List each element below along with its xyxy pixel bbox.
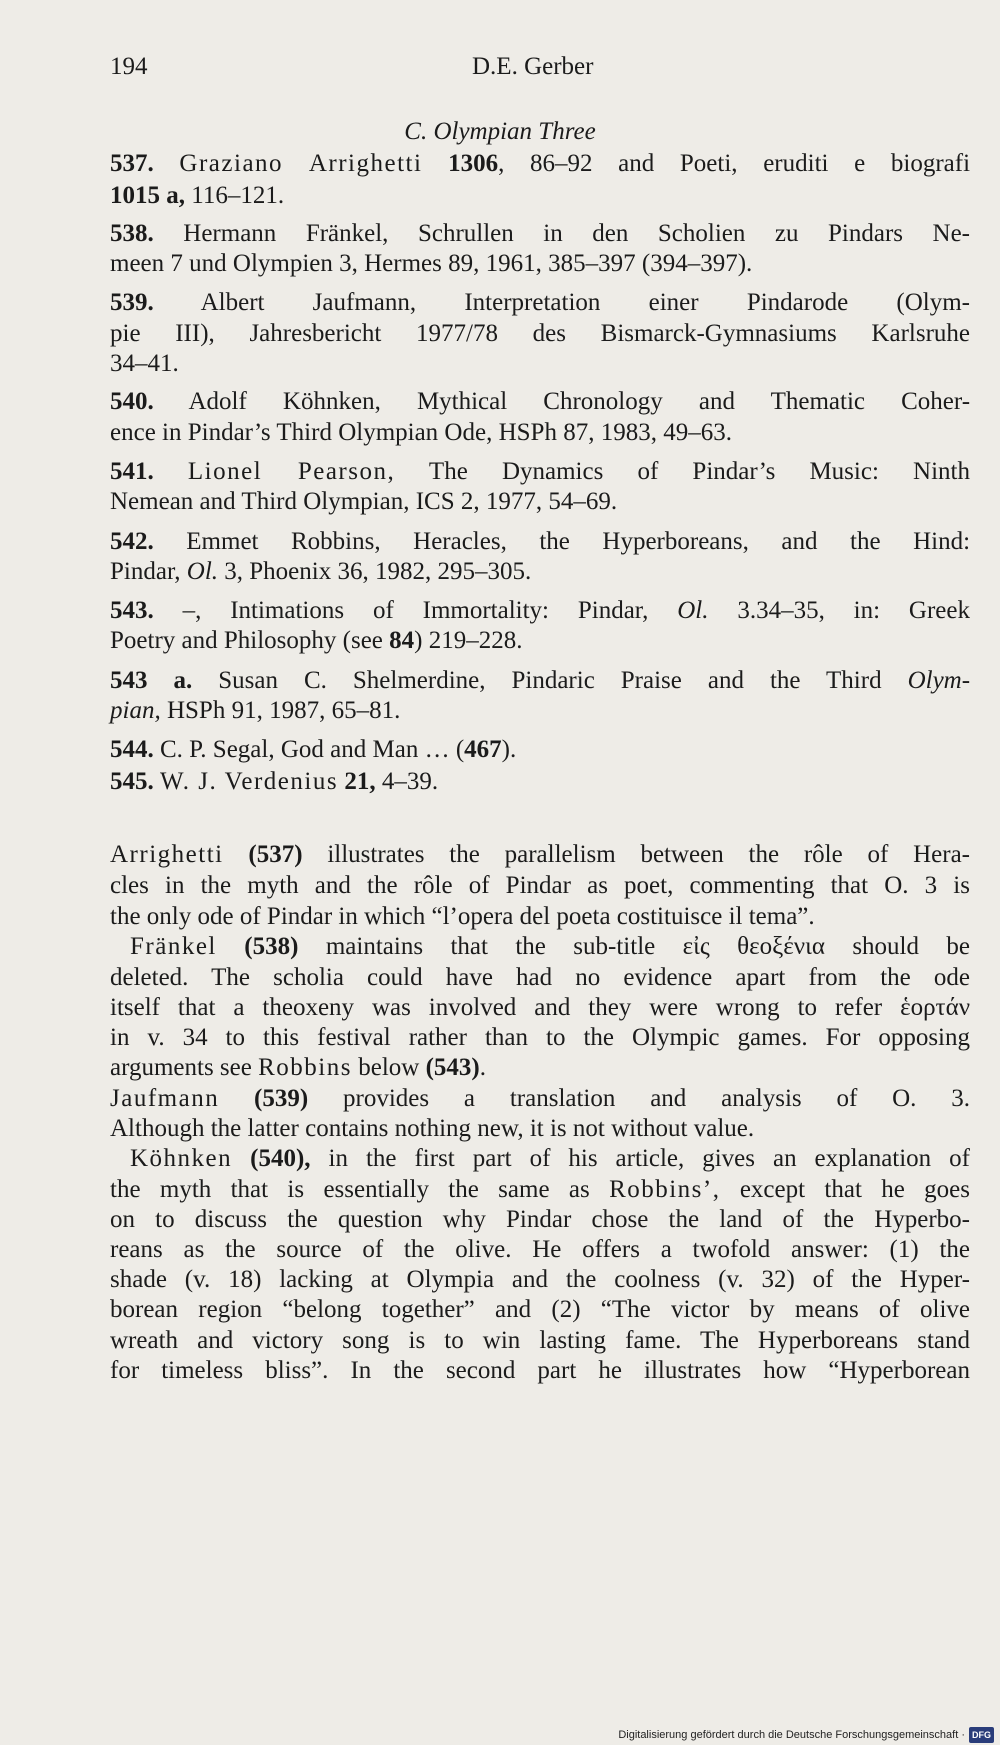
- entry-538-line1: 538. Hermann Fränkel, Schrullen in den Scholien zu Pindars Ne-: [110, 220, 971, 247]
- entry-543a-line2: pian, HSPh 91, 1987, 65–81.: [110, 697, 401, 724]
- para-frankel-line2: deleted. The scholia could have had no evidence apart from the ode: [110, 964, 970, 991]
- entry-541-line2: Nemean and Third Olympian, ICS 2, 1977, 54–69.: [110, 488, 618, 515]
- entry-543-line2: Poetry and Philosophy (see 84) 219–228.: [110, 627, 523, 654]
- entry-541-line1: 541. Lionel Pearson, The Dynamics of Pindar’s Music: Ninth: [110, 458, 970, 485]
- para-kohnken-line2: the myth that is essentially the same as Robbins’, except that he goes: [110, 1176, 970, 1203]
- entry-539-line2: pie III), Jahresbericht 1977/78 des Bismarck-Gymnasiums Karlsruhe: [110, 320, 970, 347]
- page-number: 194: [110, 53, 148, 80]
- entry-540-line2: ence in Pindar’s Third Olympian Ode, HSPh 87, 1983, 49–63.: [110, 419, 732, 446]
- entry-543a-line1: 543 a. Susan C. Shelmerdine, Pindaric Praise and the Third Olym-: [110, 667, 971, 694]
- para-frankel-line4: in v. 34 to this festival rather than to the Olympic games. For opposing: [110, 1024, 970, 1051]
- entry-539-line1: 539. Albert Jaufmann, Interpretation einer Pindarode (Olym-: [110, 289, 970, 316]
- para-jaufmann-line2: Although the latter contains nothing new, it is not without value.: [110, 1115, 755, 1142]
- para-frankel-line3: itself that a theoxeny was involved and they were wrong to refer ἑορτάν: [110, 994, 970, 1021]
- entry-542-line1: 542. Emmet Robbins, Heracles, the Hyperboreans, and the Hind:: [110, 528, 971, 555]
- para-arrighetti-line1: Arrighetti (537) illustrates the parallelism between the rôle of Hera-: [110, 841, 970, 868]
- para-frankel-line1: Fränkel (538) maintains that the sub-title εἰς θεοξένια should be: [130, 933, 970, 960]
- para-kohnken-line1: Köhnken (540), in the first part of his article, gives an explanation of: [130, 1145, 970, 1172]
- entry-542-line2: Pindar, Ol. 3, Phoenix 36, 1982, 295–305.: [110, 558, 532, 585]
- para-kohnken-line4: reans as the source of the olive. He offers a twofold answer: (1) the: [110, 1236, 970, 1263]
- para-arrighetti-line3: the only ode of Pindar in which “l’opera del poeta costituisce il tema”.: [110, 903, 815, 930]
- para-frankel-line5: arguments see Robbins below (543).: [110, 1054, 486, 1081]
- entry-544: 544. C. P. Segal, God and Man … (467).: [110, 736, 517, 763]
- para-kohnken-line8: for timeless bliss”. In the second part he illustrates how “Hyperborean: [110, 1357, 970, 1384]
- entry-543-line1: 543. –, Intimations of Immortality: Pindar, Ol. 3.34–35, in: Greek: [110, 597, 970, 624]
- entry-545: 545. W. J. Verdenius 21, 4–39.: [110, 768, 439, 795]
- para-kohnken-line3: on to discuss the question why Pindar chose the land of the Hyperbo-: [110, 1206, 970, 1233]
- para-jaufmann-line1: Jaufmann (539) provides a translation and analysis of O. 3.: [110, 1085, 971, 1112]
- para-kohnken-line5: shade (v. 18) lacking at Olympia and the coolness (v. 32) of the Hyper-: [110, 1266, 970, 1293]
- entry-540-line1: 540. Adolf Köhnken, Mythical Chronology and Thematic Coher-: [110, 388, 971, 415]
- dfg-logo: DFG: [969, 1727, 994, 1743]
- entry-537-line2: 1015 a, 116–121.: [110, 182, 285, 209]
- para-arrighetti-line2: cles in the myth and the rôle of Pindar as poet, commenting that O. 3 is: [110, 872, 970, 899]
- footer-text: Digitalisierung gefördert durch die Deutsche Forschungsgemeinschaft ·: [618, 1729, 965, 1741]
- entry-539-line3: 34–41.: [110, 350, 179, 377]
- para-kohnken-line7: wreath and victory song is to win lasting fame. The Hyperboreans stand: [110, 1327, 970, 1354]
- entry-538-line2: meen 7 und Olympien 3, Hermes 89, 1961, 385–397 (394–397).: [110, 250, 753, 277]
- section-title: C. Olympian Three: [404, 118, 596, 145]
- para-kohnken-line6: borean region “belong together” and (2) “The victor by means of olive: [110, 1296, 970, 1323]
- entry-537-line1: 537. Graziano Arrighetti 1306, 86–92 and Poeti, eruditi e biografi: [110, 150, 971, 177]
- running-author: D.E. Gerber: [472, 53, 594, 80]
- digitization-footer: [618, 1727, 994, 1743]
